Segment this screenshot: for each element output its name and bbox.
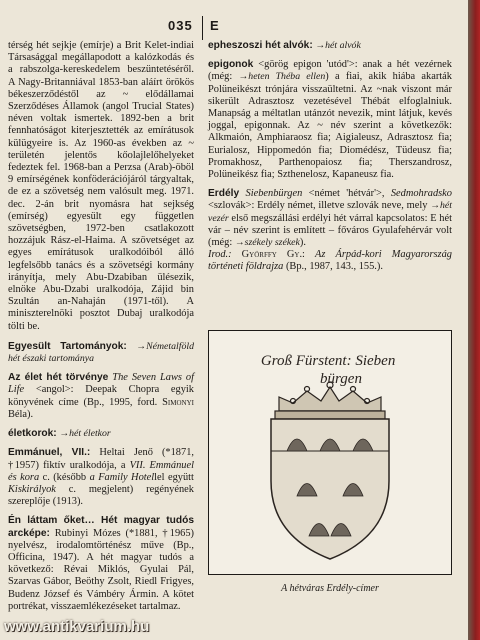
headword: Én láttam őket… Hét magyar tudós arcképe:: [8, 515, 194, 539]
cross-reference[interactable]: →hét életkor: [59, 428, 111, 440]
section-letter: E: [210, 18, 219, 33]
running-header: [0, 16, 470, 40]
headword: Egyesült Tartományok:: [8, 340, 127, 352]
title-italic: The Seven Laws of Life: [8, 372, 195, 396]
entry-continuation: térség hét sejkje (emírje) a Brit Kelet-indiai Társasággal megállapodott a kalózkodás és a rabszolga-kereskedelem beszüntetéséről. A Nagy-Britanniával 1853-ban aláírt örökös békeszerződéstől az ~ elődállamai Szerződéses Államok (angol Trucial States) néven voltak ismertek. 1892-ben a brit fennhatóságot kiterjesztették az emírátusok külügyeire is. Az 1960-as években az ~ területén jelentős kőolajlelőhelyeket fedeztek fel. 1968-ban a Perzsa (Arab)-öböl 9 emírségének konföderációjáról tárgyaltak, de ez a szövetség nem valósult meg. 1971. dec. 2-án brit nyomásra hat sejkség (emírség) egyesült egy független szövetségben, 1972-ben csatlakozott hozzájuk Rász-el-Haima. A szövetséget az egyes emírátusok uralkodóiból álló legfelsőbb tanács és a szövetségi kormány irányítja, mely Abu-Dzabiban ülésezik, elnöke Abu-Dzabi uralkodója, Zájid bin Szultán an-Nahaján (1971-től). A miniszterelnöki posztot Dubaj uralkodója tölti be.: [8, 40, 194, 332]
cross-reference[interactable]: →heten Théba ellen: [238, 71, 326, 83]
author-name: Györffy Gy.:: [241, 249, 305, 261]
headword: epigonok: [208, 59, 254, 71]
entry-epheszoszi-het-alvok: [208, 40, 452, 52]
headword: életkorok:: [8, 428, 57, 440]
headword: Erdély: [208, 188, 240, 200]
cross-reference[interactable]: →hét alvók: [315, 40, 361, 51]
crown-icon: [275, 382, 385, 419]
site-watermark: www.antikvarium.hu: [4, 618, 150, 635]
entry-egyesult-tartomanyok: [8, 341, 194, 365]
cross-reference[interactable]: →hét vezér: [208, 200, 452, 224]
page-number: 035: [168, 18, 193, 33]
entry-erdely: Erdély Siebenbürgen <német 'hétvár'>, Sedmohradsko <szlovák>: Erdély német, illetve szlovák neve, mely →hét vezér első megszállási erdélyi hét várral kapcsolatos: E hét vár – név szerint is említett – főváros Gyulafehérvár volt (még: →székely székek). Irod.: Györffy Gy.: Az Árpád-kori Magyarország történeti földrajza (Bp., 1987, 143., 155.).: [208, 188, 452, 273]
headword: epheszoszi hét alvók:: [208, 40, 313, 51]
left-column: [8, 40, 194, 620]
entry-emmanuel: Emmánuel, VII.: Heltai Jenő (*1871, †1957) fiktív uralkodója, a VII. Emmánuel és kora c. (később a Family Hotellel együtt Kiskirályok c. megjelent) regényének szereplője (1913).: [8, 447, 194, 508]
book-title: Az Árpád-kori Magyarország történeti földrajza: [208, 249, 452, 273]
author-name: Simonyi: [162, 396, 194, 408]
entry-epigonok: epigonok <görög epigon 'utód'>: anak a hét vezérnek (még: →heten Théba ellen) a fiai, akik hiába akarták Polüneikészt trónjára visszaültetni. Az ~nak viszont már sikerült Adrasztosz vezetésével Thébát elfoglalniuk. Manapság a méltatlan utánzót nevezik, mint látjuk, kevés joggal, epigonnak. Az ~ név szerint a következők: Alkmaión, Amphiaraosz fia; Aigialeusz, Adrasztosz fia; Eurialosz, Hippomedón fia; Diomédész, Tüdeusz fia; Promakhosz, Parthenopaiosz fia; Therszandrosz, Polüneikész fia; Szthenelosz, Kapaneusz fia.: [208, 59, 452, 181]
entry-en-lattam-oket: Én láttam őket… Hét magyar tudós arcképe: Rubinyi Mózes (*1881, †1965) nyelvész, irodalomtörténész műve (Bp., Officina, 1947). A hét magyar tudós a következő: Révai Miklós, Gyulai Pál, Szarvas Gábor, Beöthy Zsolt, Riedl Frigyes, Budenz József és Vámbéry Ármin. A kötet portrékat, visszaemlékezéseket tartalmaz.: [8, 515, 194, 612]
coat-of-arms-plate: [208, 330, 452, 575]
irod-label: Irod.:: [208, 249, 232, 261]
motto-text-line: bürgen: [320, 371, 362, 387]
plate-caption: A hétváras Erdély-címer: [281, 583, 379, 594]
cross-reference[interactable]: →székely székek: [234, 237, 300, 249]
motto-text-line: Groß Fürstent: Sieben: [260, 353, 396, 369]
header-divider: [202, 16, 203, 40]
headword: Az élet hét törvénye: [8, 372, 109, 384]
cross-reference[interactable]: →Németalföld hét északi tartománya: [8, 340, 194, 365]
coat-of-arms-illustration: [209, 331, 451, 574]
entry-az-elet-het-torvenye: Az élet hét törvénye The Seven Laws of Life <angol>: Deepak Chopra egyik könyvének címe (Bp., 1995, ford. Simonyi Béla).: [8, 372, 195, 420]
book-spine-edge: [468, 0, 480, 640]
right-column: [208, 40, 452, 281]
headword: Emmánuel, VII.:: [8, 447, 91, 459]
entry-eletkorok: [8, 428, 194, 440]
